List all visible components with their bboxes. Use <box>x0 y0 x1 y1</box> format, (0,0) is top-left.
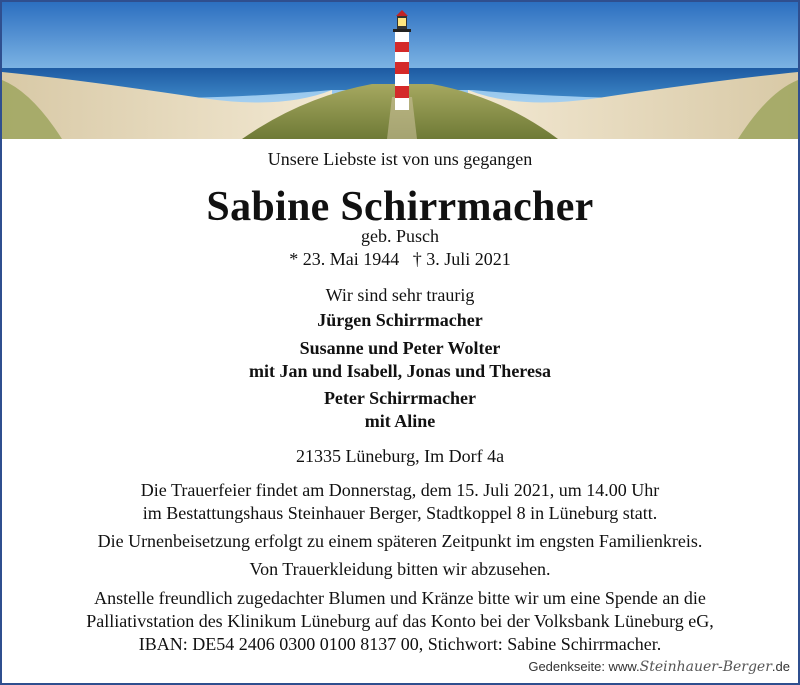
maiden-name: geb. Pusch <box>361 226 439 246</box>
mourning-line: Wir sind sehr traurig <box>325 285 475 305</box>
mourner-name: Susanne und Peter Wolter <box>299 338 501 358</box>
paragraph-line: Anstelle freundlich zugedachter Blumen und Kränze bitte wir um eine Spende an die <box>94 588 706 608</box>
life-dates: * 23. Mai 1944 † 3. Juli 2021 <box>289 249 511 269</box>
mourner-name: mit Jan und Isabell, Jonas und Theresa <box>249 361 551 381</box>
intro-line: Unsere Liebste ist von uns gegangen <box>267 149 533 169</box>
lighthouse-beach-banner <box>2 2 798 139</box>
paragraph-line: IBAN: DE54 2406 0300 0100 8137 00, Stichwort: Sabine Schirrmacher. <box>138 634 662 654</box>
address: 21335 Lüneburg, Im Dorf 4a <box>295 446 505 466</box>
paragraph-line: Die Trauerfeier findet am Donnerstag, dem 15. Juli 2021, um 14.00 Uhr <box>140 480 660 500</box>
paragraph-line: im Bestattungshaus Steinhauer Berger, Stadtkoppel 8 in Lüneburg statt. <box>142 503 658 523</box>
memorial-page-link[interactable] <box>528 659 790 675</box>
footer-label: Gedenkseite: www. <box>528 659 640 674</box>
footer-tld: .de <box>771 659 790 674</box>
paragraph-line: Die Urnenbeisetzung erfolgt zu einem späteren Zeitpunkt im engsten Familienkreis. <box>97 531 703 551</box>
deceased-name: Sabine Schirrmacher <box>206 184 594 230</box>
mourner-name: mit Aline <box>364 411 436 431</box>
mourner-name: Peter Schirrmacher <box>323 388 477 408</box>
paragraph-line: Palliativstation des Klinikum Lüneburg auf das Konto bei der Volksbank Lüneburg eG, <box>86 611 714 631</box>
mourner-name: Jürgen Schirrmacher <box>317 310 483 330</box>
brand-logo-text: Steinhauer-Berger <box>639 659 772 675</box>
paragraph-line: Von Trauerkleidung bitten wir abzusehen. <box>249 559 551 579</box>
